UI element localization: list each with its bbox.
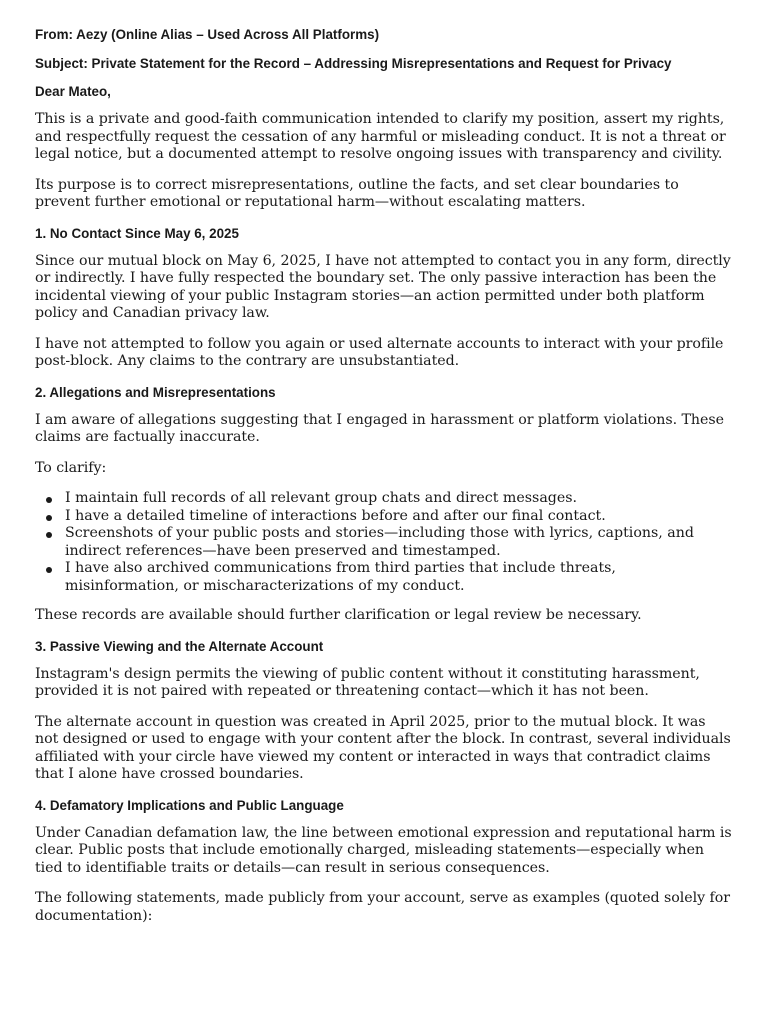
bullet-icon (46, 532, 52, 538)
evidence-list (35, 490, 733, 595)
intro-paragraph-1: This is a private and good-faith communication intended to clarify my position, assert my rights, and respectfully request the cessation of any harmful or misleading conduct. It is not a threat or legal notice, but a documented attempt to resolve ongoing issues with transparency and civility. (35, 111, 726, 162)
bullet-icon (46, 515, 52, 521)
section-1-paragraph-1: Since our mutual block on May 6, 2025, I have not attempted to contact you in any form, directly or indirectly. I have fully respected the boundary set. The only passive interaction has been the incidental viewing of your public Instagram stories—an action permitted under both platform policy and Canadian privacy law. (35, 252, 731, 321)
section-2-heading: 2. Allegations and Misrepresentations (35, 384, 276, 400)
section-1-paragraph-2: I have not attempted to follow you again or used alternate accounts to interact with your profile post-block. Any claims to the contrary are unsubstantiated. (35, 335, 724, 369)
section-2-closing: These records are available should further clarification or legal review be necessary. (35, 607, 642, 623)
list-item-text: I have also archived communications from third parties that include threats, misinformation, or mischaracterizations of my conduct. (65, 560, 616, 594)
list-item-text: I maintain full records of all relevant group chats and direct messages. (65, 490, 578, 506)
from-line: From: Aezy (Online Alias – Used Across All Platforms) (35, 27, 380, 42)
section-3-heading: 3. Passive Viewing and the Alternate Account (35, 638, 324, 654)
subject-line: Subject: Private Statement for the Record – Addressing Misrepresentations and Request for Privacy (35, 56, 672, 71)
bullet-icon (46, 497, 52, 503)
list-item (65, 508, 733, 526)
section-4-heading: 4. Defamatory Implications and Public Language (35, 797, 344, 813)
intro-paragraph-2: Its purpose is to correct misrepresentations, outline the facts, and set clear boundaries to prevent further emotional or reputational harm—without escalating matters. (35, 176, 679, 210)
salutation: Dear Mateo, (35, 84, 111, 99)
list-item (65, 560, 733, 595)
section-1-heading: 1. No Contact Since May 6, 2025 (35, 225, 239, 241)
list-item-text: I have a detailed timeline of interactions before and after our final contact. (65, 507, 606, 524)
section-4-paragraph-2: The following statements, made publicly from your account, serve as examples (quoted solely for documentation): (35, 890, 730, 924)
list-item-text: Screenshots of your public posts and stories—including those with lyrics, captions, and indirect references—have been preserved and timestamped. (65, 525, 694, 559)
section-2-paragraph-1: I am aware of allegations suggesting that I engaged in harassment or platform violations. These claims are factually inaccurate. (35, 411, 724, 445)
list-item (65, 525, 733, 560)
section-3-paragraph-1: Instagram's design permits the viewing of public content without it constituting harassment, provided it is not paired with repeated or threatening contact—which it has not been. (35, 665, 700, 699)
section-2-paragraph-2: To clarify: (35, 459, 107, 476)
list-item (65, 490, 733, 508)
section-4-paragraph-1: Under Canadian defamation law, the line between emotional expression and reputational harm is clear. Public posts that include emotionally charged, misleading statements—especially when tied to identifiable traits or details—can result in serious consequences. (35, 824, 732, 876)
section-3-paragraph-2: The alternate account in question was created in April 2025, prior to the mutual block. It was not designed or used to engage with your content after the block. In contrast, several individuals affiliated with your circle have viewed my content or interacted in ways that contradict claims that I alone have crossed boundaries. (35, 713, 731, 782)
bullet-icon (46, 567, 52, 573)
